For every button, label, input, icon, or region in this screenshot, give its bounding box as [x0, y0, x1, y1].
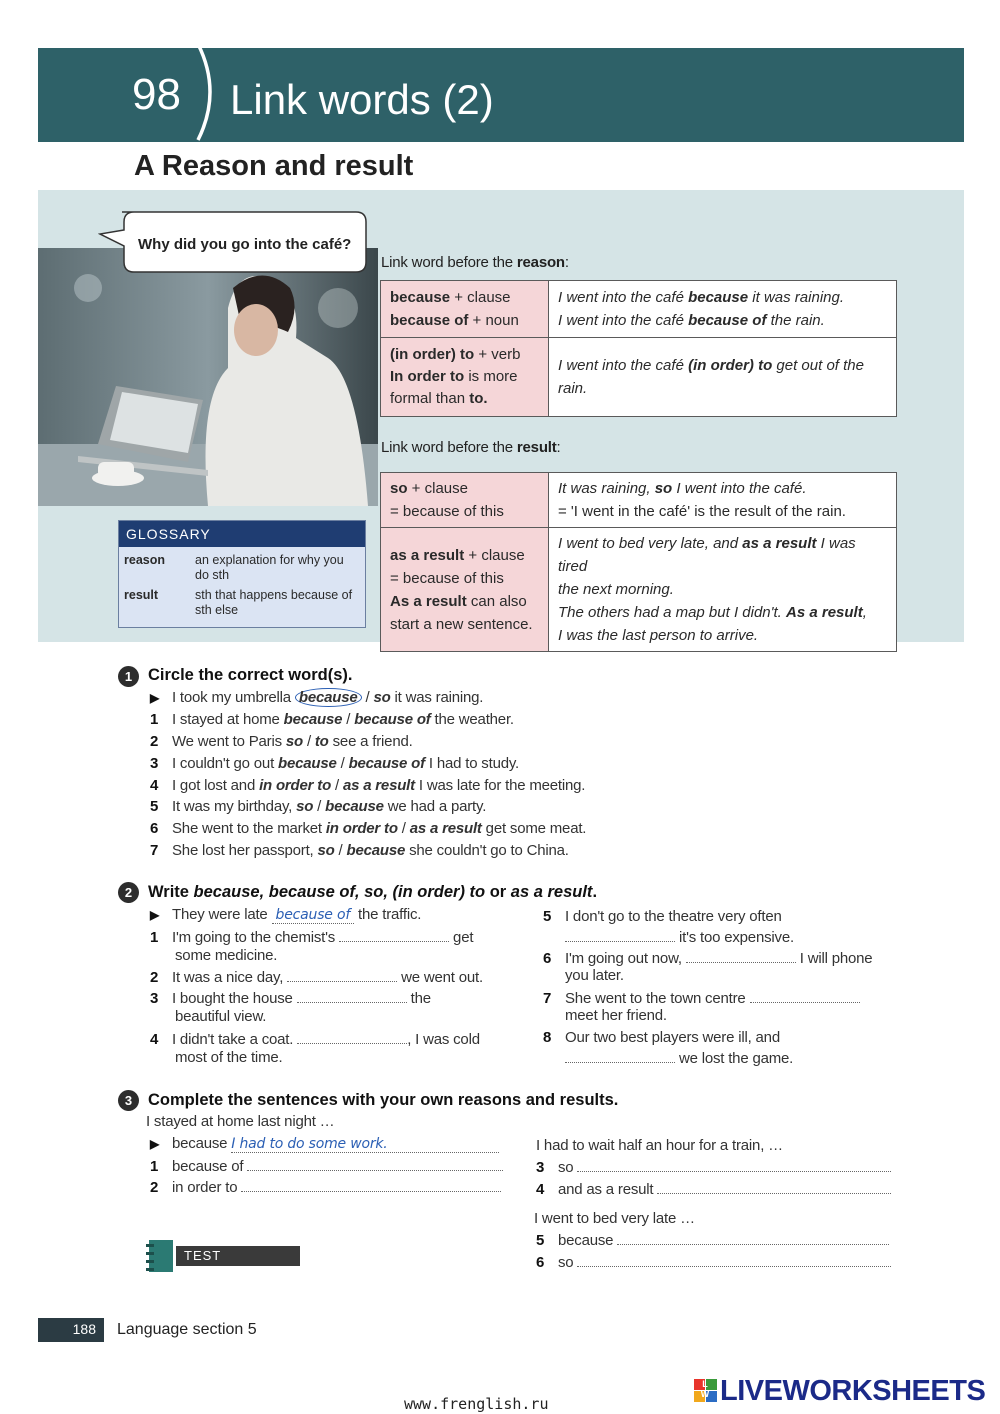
- answer-blank[interactable]: [565, 928, 675, 942]
- exercise-1-item[interactable]: 5 It was my birthday, so / because we had a party.: [150, 798, 487, 815]
- section-heading-text: A Reason and result: [134, 150, 414, 182]
- answer-blank[interactable]: [657, 1180, 891, 1194]
- exercise-1-item[interactable]: 1 I stayed at home because / because of the weather.: [150, 711, 514, 728]
- exercise-3-item: 2 in order to: [150, 1178, 501, 1196]
- exercise-2-item-cont: you later.: [565, 967, 624, 984]
- exercise-2-item: 3 I bought the house the: [150, 990, 431, 1007]
- exercise-3-item: 1 because of: [150, 1157, 503, 1175]
- glossary-title: GLOSSARY: [119, 521, 365, 547]
- reason-table-label: Link word before the reason:: [381, 254, 569, 271]
- exercise-2-item-cont: we lost the game.: [565, 1049, 793, 1067]
- handwritten-answer: I had to do some work.: [231, 1136, 499, 1153]
- exercise-2-item: 2 It was a nice day, we went out.: [150, 969, 483, 986]
- result-form-cell: as a result + clause = because of this As a result can also start a new sentence.: [381, 528, 549, 652]
- exercise-3-item: 6 so: [536, 1253, 891, 1271]
- answer-blank[interactable]: [287, 968, 397, 982]
- exercise-2-item-cont: meet her friend.: [565, 1007, 667, 1024]
- result-row-so: [381, 473, 897, 528]
- exercise-2-item: 1 I'm going to the chemist's get: [150, 929, 474, 946]
- exercise-1-number: 1: [118, 666, 139, 687]
- exercise-1-item[interactable]: 3 I couldn't go out because / because of I had to study.: [150, 755, 520, 772]
- exercise-2-item: 7 She went to the town centre: [543, 989, 860, 1007]
- glossary-definition: an explanation for why you do sth: [195, 553, 344, 582]
- exercise-3-stem: I had to wait half an hour for a train, …: [536, 1137, 783, 1154]
- exercise-2-title: Write because, because of, so, (in order) to or as a result.: [148, 883, 598, 901]
- exercise-1-title: Circle the correct word(s).: [148, 666, 353, 684]
- answer-blank[interactable]: [686, 949, 796, 963]
- result-table: [380, 472, 897, 652]
- exercise-3-number: 3: [118, 1090, 139, 1111]
- exercise-3-item: 3 so: [536, 1158, 891, 1176]
- answer-blank[interactable]: [241, 1178, 501, 1192]
- exercise-3-item: 4 and as a result: [536, 1180, 891, 1198]
- test-yourself-link[interactable]: [146, 1238, 300, 1278]
- reason-form-cell: (in order) to + verb In order to is more formal than to.: [381, 338, 549, 417]
- answer-blank[interactable]: [247, 1157, 503, 1171]
- reason-example-cell: I went into the café (in order) to get out of the rain.: [549, 338, 897, 417]
- exercise-2-item: 6 I'm going out now, I will phone: [543, 950, 873, 967]
- liveworksheets-logo-icon: L W: [694, 1379, 718, 1403]
- answer-blank[interactable]: [297, 1030, 407, 1044]
- answer-blank[interactable]: [750, 989, 860, 1003]
- result-form-cell: so + clause = because of this: [381, 473, 549, 528]
- exercise-2-item-cont: beautiful view.: [175, 1008, 267, 1025]
- exercise-1-example: ▶ I took my umbrella because / so it was raining.: [150, 689, 484, 706]
- reason-example-cell: I went into the café because it was raining. I went into the café because of the rain.: [549, 281, 897, 338]
- glossary-term: result: [124, 588, 159, 602]
- result-table-label: Link word before the result:: [381, 439, 561, 456]
- reason-form-cell: because + clause because of + noun: [381, 281, 549, 338]
- exercise-2-item-cont: most of the time.: [175, 1049, 283, 1066]
- cafe-photo: [38, 248, 378, 506]
- exercise-2-number: 2: [118, 882, 139, 903]
- exercise-2-item-cont: some medicine.: [175, 947, 278, 964]
- exercise-1-item[interactable]: 6 She went to the market in order to / as a result get some meat.: [150, 820, 587, 837]
- answer-blank[interactable]: [617, 1231, 889, 1245]
- exercise-2-item-cont: it's too expensive.: [565, 928, 794, 946]
- exercise-3-item: 5 because: [536, 1231, 889, 1249]
- unit-number: 98: [132, 70, 181, 119]
- unit-title: Link words (2): [230, 76, 494, 123]
- unit-divider-curve: [192, 40, 226, 144]
- reason-row-in-order-to: [381, 338, 897, 417]
- result-example-cell: I went to bed very late, and as a result I was tired the next morning. The others had a map but I didn't. As a result, I was the last person to arrive.: [549, 528, 897, 652]
- answer-blank[interactable]: [339, 928, 449, 942]
- section-heading: [38, 142, 444, 190]
- exercise-3-title: Complete the sentences with your own reasons and results.: [148, 1091, 619, 1109]
- exercise-2-item: 4 I didn't take a coat. , I was cold: [150, 1031, 480, 1048]
- notebook-icon: [146, 1238, 176, 1274]
- footer-section-label: Language section 5: [117, 1321, 257, 1338]
- glossary-box: [118, 520, 366, 628]
- circled-answer: because: [295, 688, 362, 707]
- exercise-2-example: ▶ They were late because of the traffic.: [150, 906, 422, 923]
- exercise-3-example: ▶ because I had to do some work.: [150, 1135, 499, 1153]
- exercise-1-item[interactable]: 7 She lost her passport, so / because she couldn't go to China.: [150, 842, 569, 859]
- liveworksheets-logo[interactable]: LIVEWORKSHEETS: [720, 1375, 986, 1407]
- exercise-2-item: 5 I don't go to the theatre very often: [543, 908, 782, 925]
- exercise-3-stem: I stayed at home last night …: [146, 1113, 335, 1130]
- result-row-as-a-result: [381, 528, 897, 652]
- reason-row-because: [381, 281, 897, 338]
- answer-blank[interactable]: [577, 1158, 891, 1172]
- glossary-definition: sth that happens because of sth else: [195, 588, 353, 617]
- page-number: 188: [38, 1318, 104, 1342]
- exercise-1-item[interactable]: 2 We went to Paris so / to see a friend.: [150, 733, 413, 750]
- exercise-1-item[interactable]: 4 I got lost and in order to / as a result I was late for the meeting.: [150, 777, 586, 794]
- source-url-text: www.frenglish.ru: [404, 1395, 549, 1413]
- exercise-3-stem: I went to bed very late …: [534, 1210, 695, 1227]
- handwritten-answer: because of: [272, 907, 355, 924]
- result-example-cell: It was raining, so I went into the café. = 'I went in the café' is the result of the rain.: [549, 473, 897, 528]
- exercise-2-item: 8 Our two best players were ill, and: [543, 1029, 780, 1046]
- test-yourself-label: TEST YOURSELF: [176, 1246, 300, 1266]
- answer-blank[interactable]: [297, 989, 407, 1003]
- reason-table: [380, 280, 897, 417]
- answer-blank[interactable]: [565, 1049, 675, 1063]
- speech-bubble-text: Why did you go into the café?: [138, 236, 352, 253]
- glossary-term: reason: [124, 553, 165, 567]
- answer-blank[interactable]: [577, 1253, 891, 1267]
